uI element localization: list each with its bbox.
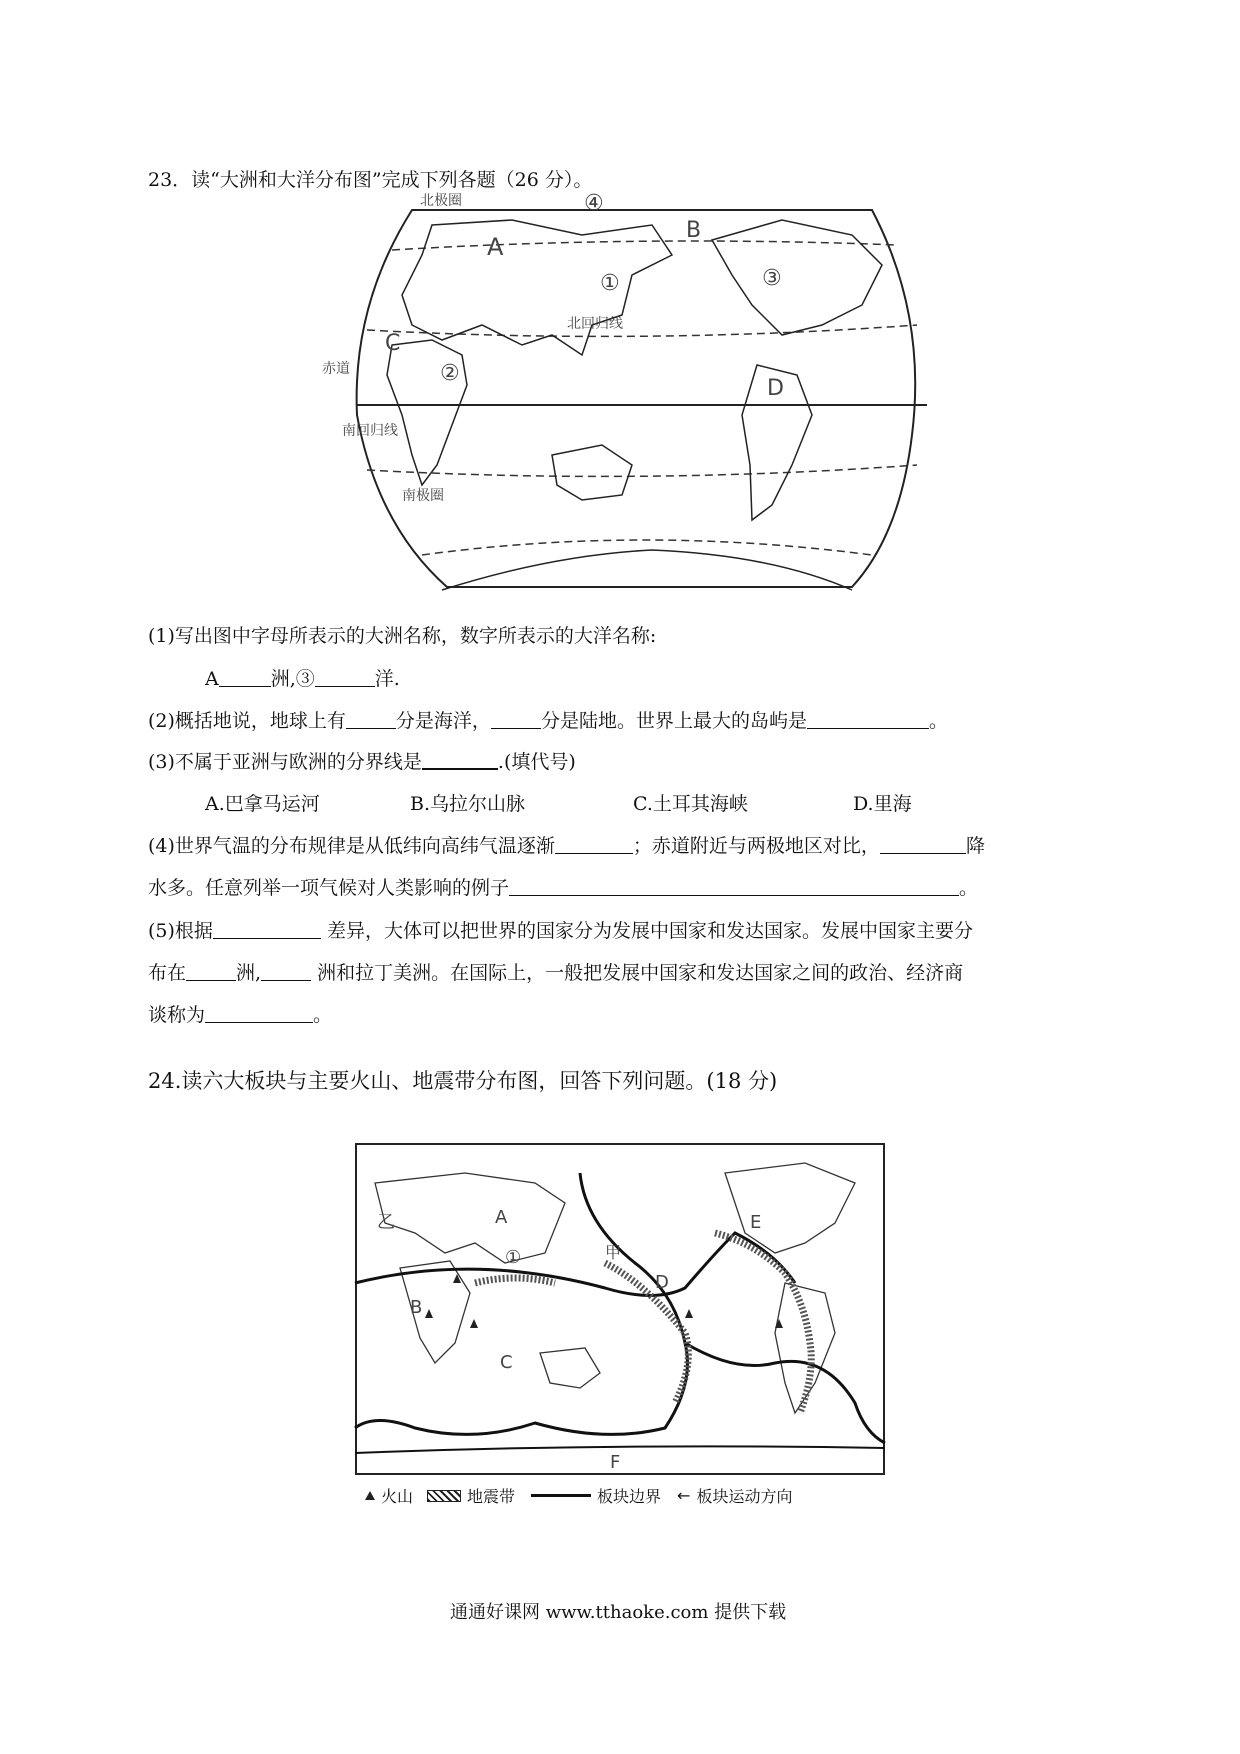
answer-blank[interactable] xyxy=(422,750,498,770)
map-antarctic-circle: 南极圈 xyxy=(402,488,444,504)
answer-blank[interactable] xyxy=(807,710,929,729)
map-label-C: C xyxy=(385,331,401,356)
q23-title: 23．读“大洲和大洋分布图”完成下列各题（26 分）。 xyxy=(148,169,593,191)
plate-label-F: F xyxy=(610,1452,621,1473)
q23-p4-line1: (4)世界气温的分布规律是从低纬向高纬气温逐渐 ；赤道附近与两极地区对比， 降 xyxy=(148,835,985,857)
map-ocean-4: ④ xyxy=(584,191,604,216)
legend-motion: 板块运动方向 xyxy=(696,1487,793,1506)
answer-blank[interactable] xyxy=(213,920,321,939)
continents-oceans-map xyxy=(322,191,932,590)
legend-quake: 地震带 xyxy=(467,1487,516,1506)
plate-label-E: E xyxy=(750,1212,762,1233)
map-tropic-cancer: 北回归线 xyxy=(567,316,623,332)
q23-p4-line2: 水多。任意列举一项气候对人类影响的例子 。 xyxy=(148,877,979,899)
volcano-icon xyxy=(365,1491,375,1500)
map-label-B: B xyxy=(686,218,702,243)
motion-arrow-icon: ← xyxy=(677,1486,691,1505)
map-ocean-3: ③ xyxy=(762,266,782,291)
q23-p2: (2)概括地说，地球上有 分是海洋， 分是陆地。世界上最大的岛屿是 。 xyxy=(148,710,948,732)
answer-blank[interactable] xyxy=(205,1004,313,1023)
q23-p3-option-a: A.巴拿马运河 xyxy=(205,793,320,815)
answer-blank[interactable] xyxy=(880,835,966,854)
map-ocean-2: ② xyxy=(440,361,460,386)
q23-p5-line1: (5)根据 差异，大体可以把世界的国家分为发展中国家和发达国家。发展中国家主要分 xyxy=(148,920,973,942)
legend-boundary: 板块边界 xyxy=(597,1487,662,1506)
plate-label-D: D xyxy=(655,1272,669,1293)
answer-blank[interactable] xyxy=(261,962,311,981)
q23-p3-option-b: B.乌拉尔山脉 xyxy=(410,793,526,815)
q23-p1-prompt: (1)写出图中字母所表示的大洲名称，数字所表示的大洋名称: xyxy=(148,625,657,647)
plate-label-C: C xyxy=(500,1352,513,1373)
earthquake-belt-icon xyxy=(427,1490,461,1502)
answer-blank[interactable] xyxy=(346,710,396,729)
q23-p5-line3: 谈称为 。 xyxy=(148,1004,333,1026)
plate-label-A: A xyxy=(495,1207,508,1228)
q23-p3-option-c: C.土耳其海峡 xyxy=(633,793,748,815)
answer-blank[interactable] xyxy=(509,877,959,896)
map-label-yi: 乙 xyxy=(377,1212,395,1233)
q24-title: 24.读六大板块与主要火山、地震带分布图，回答下列问题。(18 分) xyxy=(148,1069,778,1093)
map-label-1: ① xyxy=(505,1247,522,1268)
plates-volcano-earthquake-map xyxy=(355,1143,885,1503)
map-label-jia: 甲 xyxy=(605,1243,622,1262)
q23-p3-option-d: D.里海 xyxy=(853,793,912,815)
map-ocean-1: ① xyxy=(600,271,620,296)
q23-p5-line2: 布在 洲, 洲和拉丁美洲。在国际上，一般把发展中国家和发达国家之间的政治、经济商 xyxy=(148,962,964,984)
map-tropic-capricorn: 南回归线 xyxy=(342,423,398,439)
map-equator: 赤道 xyxy=(322,361,350,377)
answer-blank[interactable] xyxy=(219,668,271,687)
answer-blank[interactable] xyxy=(555,835,633,854)
plate-label-B: B xyxy=(410,1297,423,1318)
answer-blank[interactable] xyxy=(491,710,541,729)
plate-boundary-icon xyxy=(531,1494,591,1497)
legend-volcano: 火山 xyxy=(381,1487,414,1506)
map-label-A: A xyxy=(487,233,504,261)
answer-blank[interactable] xyxy=(315,668,375,687)
q23-p3: (3)不属于亚洲与欧洲的分界线是 .(填代号) xyxy=(148,751,576,773)
map-arctic-circle: 北极圈 xyxy=(420,193,462,209)
answer-blank[interactable] xyxy=(186,962,236,981)
map-legend xyxy=(365,1484,792,1507)
q23-p1-answer-line: A 洲,③ 洋. xyxy=(205,668,400,690)
map-label-D: D xyxy=(767,376,784,401)
footer-source: 通通好课网 www.tthaoke.com 提供下载 xyxy=(450,1602,787,1623)
